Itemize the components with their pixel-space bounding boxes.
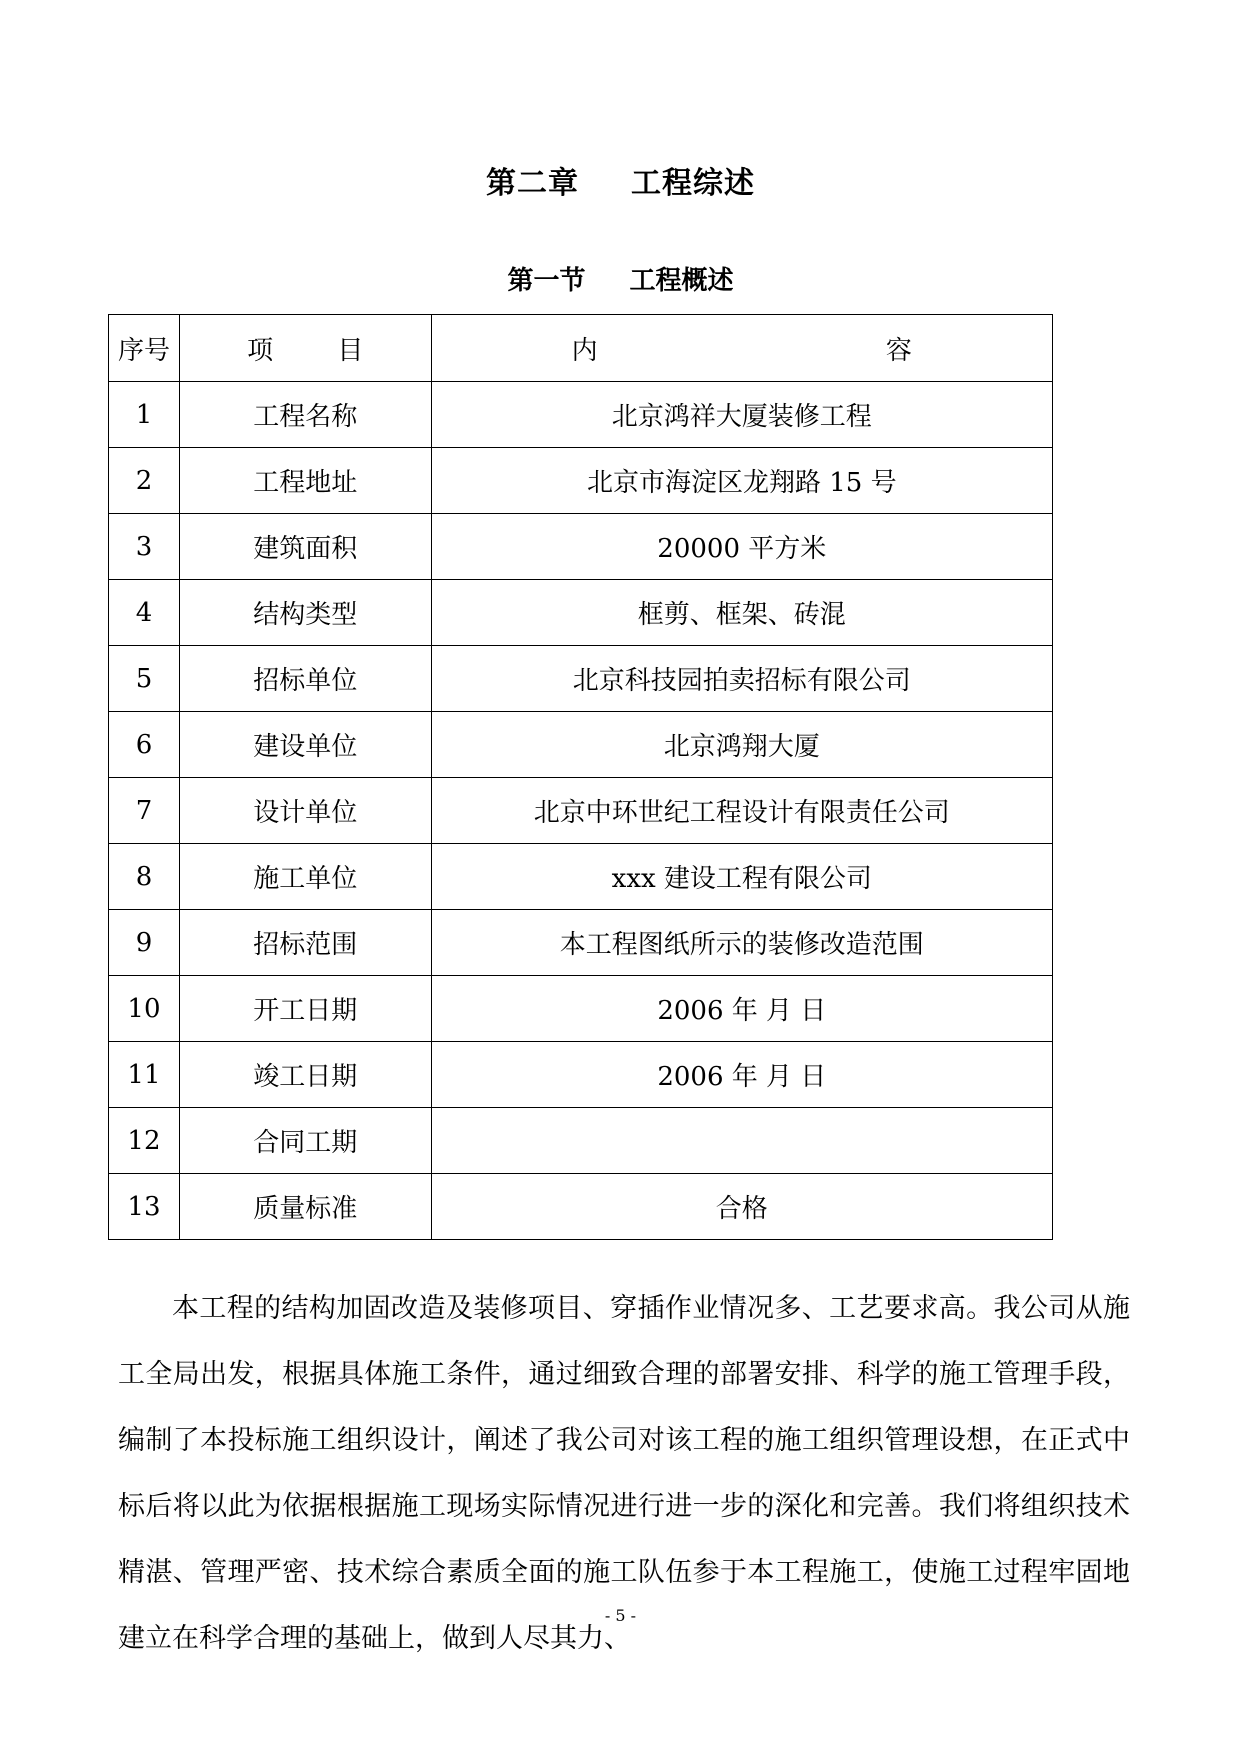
section-title <box>0 260 1241 297</box>
cell-no: 6 <box>109 712 180 778</box>
overview-paragraph: 本工程的结构加固改造及装修项目、穿插作业情况多、工艺要求高。我公司从施工全局出发，根据具体施工条件，通过细致合理的部署安排、科学的施工管理手段，编制了本投标施工组织设计，阐述了我公司对该工程的施工组织管理设想，在正式中标后将以此为依据根据施工现场实际情况进行进一步的深化和完善。我们将组织技术精湛、管理严密、技术综合素质全面的施工队伍参于本工程施工，使施工过程牢固地建立在科学合理的基础上，做到人尽其力、 <box>118 1293 1130 1654</box>
section-number: 第一节 <box>507 266 586 296</box>
table-row <box>109 382 1053 448</box>
cell-no: 2 <box>109 448 180 514</box>
chapter-name: 工程综述 <box>631 166 755 201</box>
cell-content: 2006 年 月 日 <box>431 1042 1052 1108</box>
chapter-number: 第二章 <box>486 166 579 201</box>
cell-item: 招标范围 <box>179 910 431 976</box>
cell-item: 质量标准 <box>179 1174 431 1240</box>
cell-no: 12 <box>109 1108 180 1174</box>
header-item <box>179 315 431 382</box>
table-row <box>109 910 1053 976</box>
header-no: 序号 <box>109 315 180 382</box>
cell-no: 1 <box>109 382 180 448</box>
cell-content: 本工程图纸所示的装修改造范围 <box>431 910 1052 976</box>
cell-item: 开工日期 <box>179 976 431 1042</box>
chapter-title <box>0 158 1241 202</box>
cell-no: 8 <box>109 844 180 910</box>
cell-content: 2006 年 月 日 <box>431 976 1052 1042</box>
cell-item: 招标单位 <box>179 646 431 712</box>
cell-content: 北京鸿祥大厦装修工程 <box>431 382 1052 448</box>
section-name: 工程概述 <box>629 266 734 296</box>
table-row <box>109 844 1053 910</box>
cell-content: 北京市海淀区龙翔路 15 号 <box>431 448 1052 514</box>
table-header-row <box>109 315 1053 382</box>
cell-content: 北京中环世纪工程设计有限责任公司 <box>431 778 1052 844</box>
cell-no: 13 <box>109 1174 180 1240</box>
header-content-label: 内 容 <box>571 335 1052 366</box>
table-row <box>109 712 1053 778</box>
table-row <box>109 976 1053 1042</box>
table-row <box>109 580 1053 646</box>
project-overview-table <box>108 314 1053 1240</box>
cell-no: 3 <box>109 514 180 580</box>
cell-item: 工程名称 <box>179 382 431 448</box>
cell-no: 7 <box>109 778 180 844</box>
cell-content: 北京科技园拍卖招标有限公司 <box>431 646 1052 712</box>
cell-no: 11 <box>109 1042 180 1108</box>
cell-content: 北京鸿翔大厦 <box>431 712 1052 778</box>
header-content <box>431 315 1052 382</box>
cell-item: 工程地址 <box>179 448 431 514</box>
page-number: - 5 - <box>604 1606 637 1625</box>
cell-content: 20000 平方米 <box>431 514 1052 580</box>
cell-content: 合格 <box>431 1174 1052 1240</box>
cell-content <box>431 1108 1052 1174</box>
cell-no: 5 <box>109 646 180 712</box>
cell-item: 合同工期 <box>179 1108 431 1174</box>
cell-item: 设计单位 <box>179 778 431 844</box>
table-row <box>109 448 1053 514</box>
table-row <box>109 1174 1053 1240</box>
cell-content: xxx 建设工程有限公司 <box>431 844 1052 910</box>
cell-no: 9 <box>109 910 180 976</box>
cell-no: 10 <box>109 976 180 1042</box>
table-row <box>109 1108 1053 1174</box>
cell-item: 建筑面积 <box>179 514 431 580</box>
table-row <box>109 646 1053 712</box>
cell-item: 施工单位 <box>179 844 431 910</box>
table-row <box>109 514 1053 580</box>
cell-item: 结构类型 <box>179 580 431 646</box>
table-row <box>109 778 1053 844</box>
table-row <box>109 1042 1053 1108</box>
cell-no: 4 <box>109 580 180 646</box>
cell-item: 建设单位 <box>179 712 431 778</box>
header-item-label: 项 目 <box>247 335 392 366</box>
cell-content: 框剪、框架、砖混 <box>431 580 1052 646</box>
cell-item: 竣工日期 <box>179 1042 431 1108</box>
